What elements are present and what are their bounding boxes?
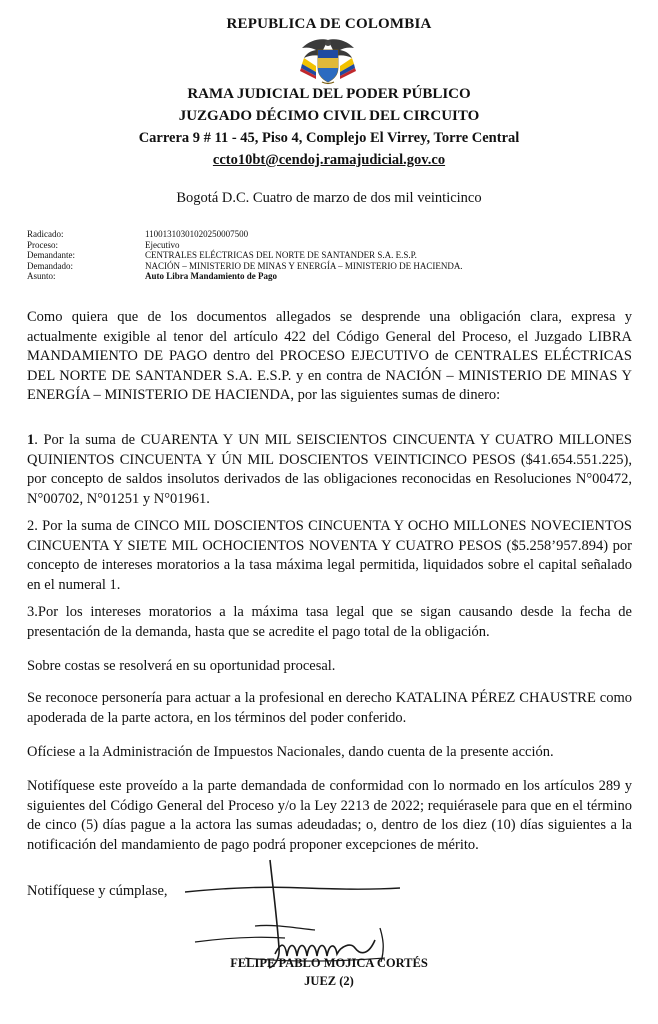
paragraph-mandamiento: Como quiera que de los documentos allegados se desprende una obligación clara, expresa y actualmente exigible al tenor del artículo 422 del Código General del Proceso, el Juzgado LIBRA MANDAMIENTO DE PAGO dentro del PROCESO EJECUTIVO de CENTRALES ELÉCTRICAS DEL NORTE DE SANTANDER S.A. E.S.P. y en contra de NACIÓN – MINISTERIO DE MINAS Y ENERGÍA – MINISTERIO DE HACIENDA, por las siguientes sumas de dinero: [27, 309, 632, 404]
paragraph-item-1 [27, 431, 632, 509]
paragraph-notifiquese: Notifíquese este proveído a la parte demandada de conformidad con lo normado en los artículos 289 y siguientes del Código General del Proceso y/o la Ley 2213 de 2022; requiérasele para que en el término de cinco (5) días pague a la actora las sumas adeudadas; o, dentro de los diez (10) días siguientes a la notificación del mandamiento de pago podrá proponer excepciones de mérito. [27, 778, 632, 853]
case-info-label: Demandante: [27, 250, 75, 261]
paragraph-oficiese: Ofíciese a la Administración de Impuestos Nacionales, dando cuenta de la presente acción. [27, 744, 554, 760]
paragraph-personeria: Se reconoce personería para actuar a la profesional en derecho KATALINA PÉREZ CHAUSTRE como apoderada de la parte actora, en los términos del poder conferido. [27, 690, 632, 726]
court-name: JUZGADO DÉCIMO CIVIL DEL CIRCUITO [178, 108, 480, 124]
case-info-value: 11001310301020250007500 [145, 229, 249, 239]
case-info-value: Ejecutivo [145, 239, 180, 250]
court-email: ccto10bt@cendoj.ramajudicial.gov.co [212, 152, 446, 168]
paragraph-item-2: 2. Por la suma de CINCO MIL DOSCIENTOS CINCUENTA Y OCHO MILLONES NOVECIENTOS CINCUENTA Y SIETE MIL OCHOCIENTOS NOVENTA Y CUATRO PESOS ($5.258’957.894) por concepto de intereses moratorios a la tasa máxima legal permitida, liquidados sobre el capital señalado en el numeral 1. [27, 518, 632, 593]
date-line: Bogotá D.C. Cuatro de marzo de dos mil veinticinco [176, 190, 482, 206]
case-info-row [27, 261, 463, 272]
case-info-row [27, 240, 463, 251]
paragraph-costas: Sobre costas se resolverá en su oportunidad procesal. [27, 658, 336, 674]
case-info-value: NACIÓN – MINISTERIO DE MINAS Y ENERGÍA – MINISTERIO DE HACIENDA. [145, 260, 463, 271]
coat-of-arms-icon [296, 36, 360, 86]
case-info-block [27, 229, 463, 282]
case-info-label: Proceso: [27, 239, 58, 250]
judge-role: JUEZ (2) [304, 974, 354, 988]
item-1-text: . Por la suma de CUARENTA Y UN MIL SEISCIENTOS CINCUENTA Y CUATRO MILLONES QUINIENTOS CINCUENTA Y ÚN MIL DOSCIENTOS VEINTICINCO PESOS ($41.654.551.225), por concepto de saldos insolutos derivados de las obligaciones reconocidas en Resoluciones N°00472, N°00702, N°01251 y N°01961. [27, 432, 632, 507]
case-info-label: Radicado: [27, 229, 64, 239]
republic-title: REPUBLICA DE COLOMBIA [226, 16, 432, 32]
court-address: Carrera 9 # 11 - 45, Piso 4, Complejo El Virrey, Torre Central [138, 130, 520, 146]
judicial-branch-title: RAMA JUDICIAL DEL PODER PÚBLICO [187, 86, 471, 102]
closing-line: Notifíquese y cúmplase, [27, 883, 168, 899]
case-info-label: Demandado: [27, 260, 73, 271]
item-number: 1 [27, 432, 35, 448]
paragraph-item-3: 3.Por los intereses moratorios a la máxima tasa legal que se sigan causando desde la fecha de presentación de la demanda, hasta que se acredite el pago total de la obligación. [27, 604, 632, 640]
case-info-value: CENTRALES ELÉCTRICAS DEL NORTE DE SANTANDER S.A. E.S.P. [145, 250, 417, 261]
case-info-row [27, 229, 463, 240]
case-info-label: Asunto: [27, 271, 56, 282]
case-info-value: Auto Libra Mandamiento de Pago [145, 271, 278, 282]
case-info-row [27, 250, 463, 261]
case-info-row [27, 271, 463, 282]
judge-name: FELIPE PABLO MOJICA CORTÉS [230, 956, 428, 970]
